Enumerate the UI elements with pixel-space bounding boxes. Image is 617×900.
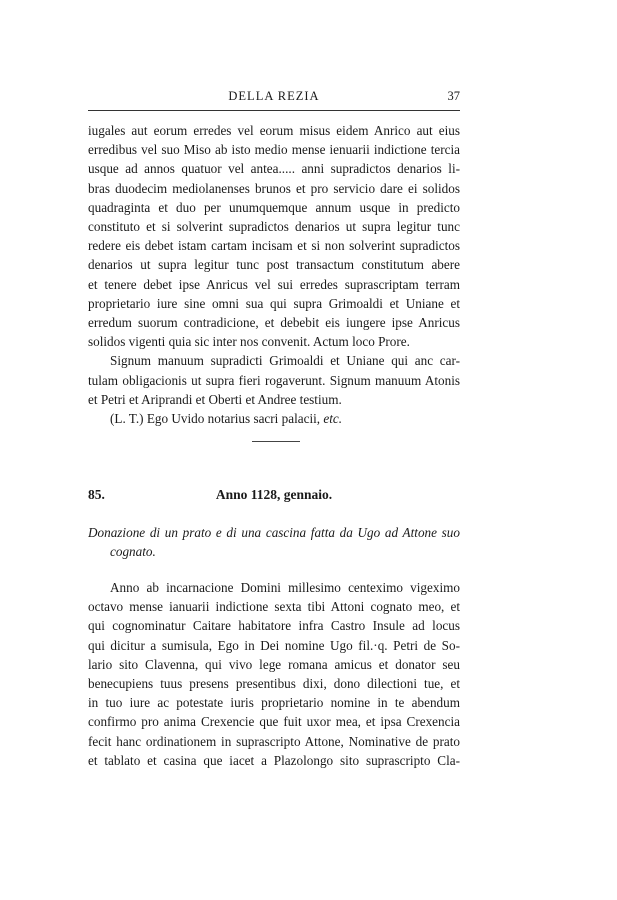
notary-text: (L. T.) Ego Uvido notarius sacri palacii,: [110, 411, 321, 427]
text-line: constituto et si solverint supradictos denarios ut supra legitur tunc: [88, 219, 460, 235]
text-line: et tenere debet ipse Anricus vel sui erredes suprascriptam terram: [88, 276, 460, 292]
text-line: benecupiens tuus presens presentibus dixi, dono dilectioni tue, et: [88, 676, 460, 692]
page-number: 37: [447, 89, 460, 103]
document-title: [88, 523, 460, 561]
text-block-document: [88, 578, 460, 770]
section-divider: [252, 441, 300, 442]
text-block-continuation: [88, 121, 460, 428]
text-line: bras duodecim mediolanenses brunos et pro servicio dare ei solidos: [88, 180, 460, 196]
text-line: erredum suorum contradicione, et debebit eis iungere ipse Anricus: [88, 315, 460, 331]
title-line: Donazione di un prato e di una cascina fatta da Ugo ad Attone suo: [88, 525, 460, 540]
text-line: redere eis debet istam cartam incisam et si non solverint supradictos: [88, 238, 460, 254]
text-line: denarios ut supra legitur tunc post transactum constitutum abere: [88, 257, 460, 273]
text-line: Anno ab incarnacione Domini millesimo centeximo vigeximo: [110, 580, 460, 595]
etc-text: etc.: [323, 411, 343, 427]
text-line: solidos vigenti quia sic inter nos convenit. Actum loco Prore.: [88, 334, 410, 350]
text-line: confirmo pro anima Crexencie que fuit uxor mea, et ipsa Crexencia: [88, 714, 460, 730]
text-line: quadraginta et duo per unumquemque annum usque in predicto: [88, 199, 460, 215]
text-line: et tablato et casina que iacet a Plazolongo sito suprascripto Cla-: [88, 752, 460, 768]
document-date: Anno 1128, gennaio.: [215, 487, 333, 502]
text-line: fecit hanc ordinationem in suprascripto Attone, Nominative de prato: [88, 733, 460, 749]
text-line: qui cognominatur Caitare habitatore infra Castro Insule ad locus: [88, 618, 460, 634]
document-number: 85.: [88, 487, 105, 502]
text-line: qui dicitur a sumisula, Ego in Dei nomine Ugo fil.·q. Petri de So-: [88, 637, 460, 653]
text-line: lario sito Clavenna, qui vivo lege romana amicus et donator seu: [88, 656, 460, 672]
running-title: DELLA REZIA: [228, 89, 320, 103]
text-line: iugales aut eorum erredes vel eorum misus eidem Anrico aut eius: [88, 123, 460, 138]
text-line: et Petri et Ariprandi et Oberti et Andree testium.: [88, 391, 342, 407]
text-line: in tuo iure ac potestate iuris proprietario nomine in te abendum: [88, 695, 460, 711]
text-line: Signum manuum supradicti Grimoaldi et Uniane qui anc car-: [110, 353, 460, 369]
text-line: tulam obligacionis ut supra fieri rogaverunt. Signum manuum Atonis: [88, 372, 460, 388]
text-line: erredibus vel suo Miso ab isto medio mense ienuarii indictione tercia: [88, 142, 460, 158]
text-line: octavo mense ianuarii indictione sexta tibi Attoni cognato meo, et: [88, 599, 460, 615]
text-line: usque ad annos quatuor vel antea..... anni supradictos denarios li-: [88, 161, 460, 177]
title-line: cognato.: [110, 544, 156, 559]
text-line: proprietario iure sine omni sua qui supra Grimoaldi et Uniane et: [88, 295, 460, 311]
signature-line: [88, 409, 460, 428]
page-header: [88, 88, 460, 111]
